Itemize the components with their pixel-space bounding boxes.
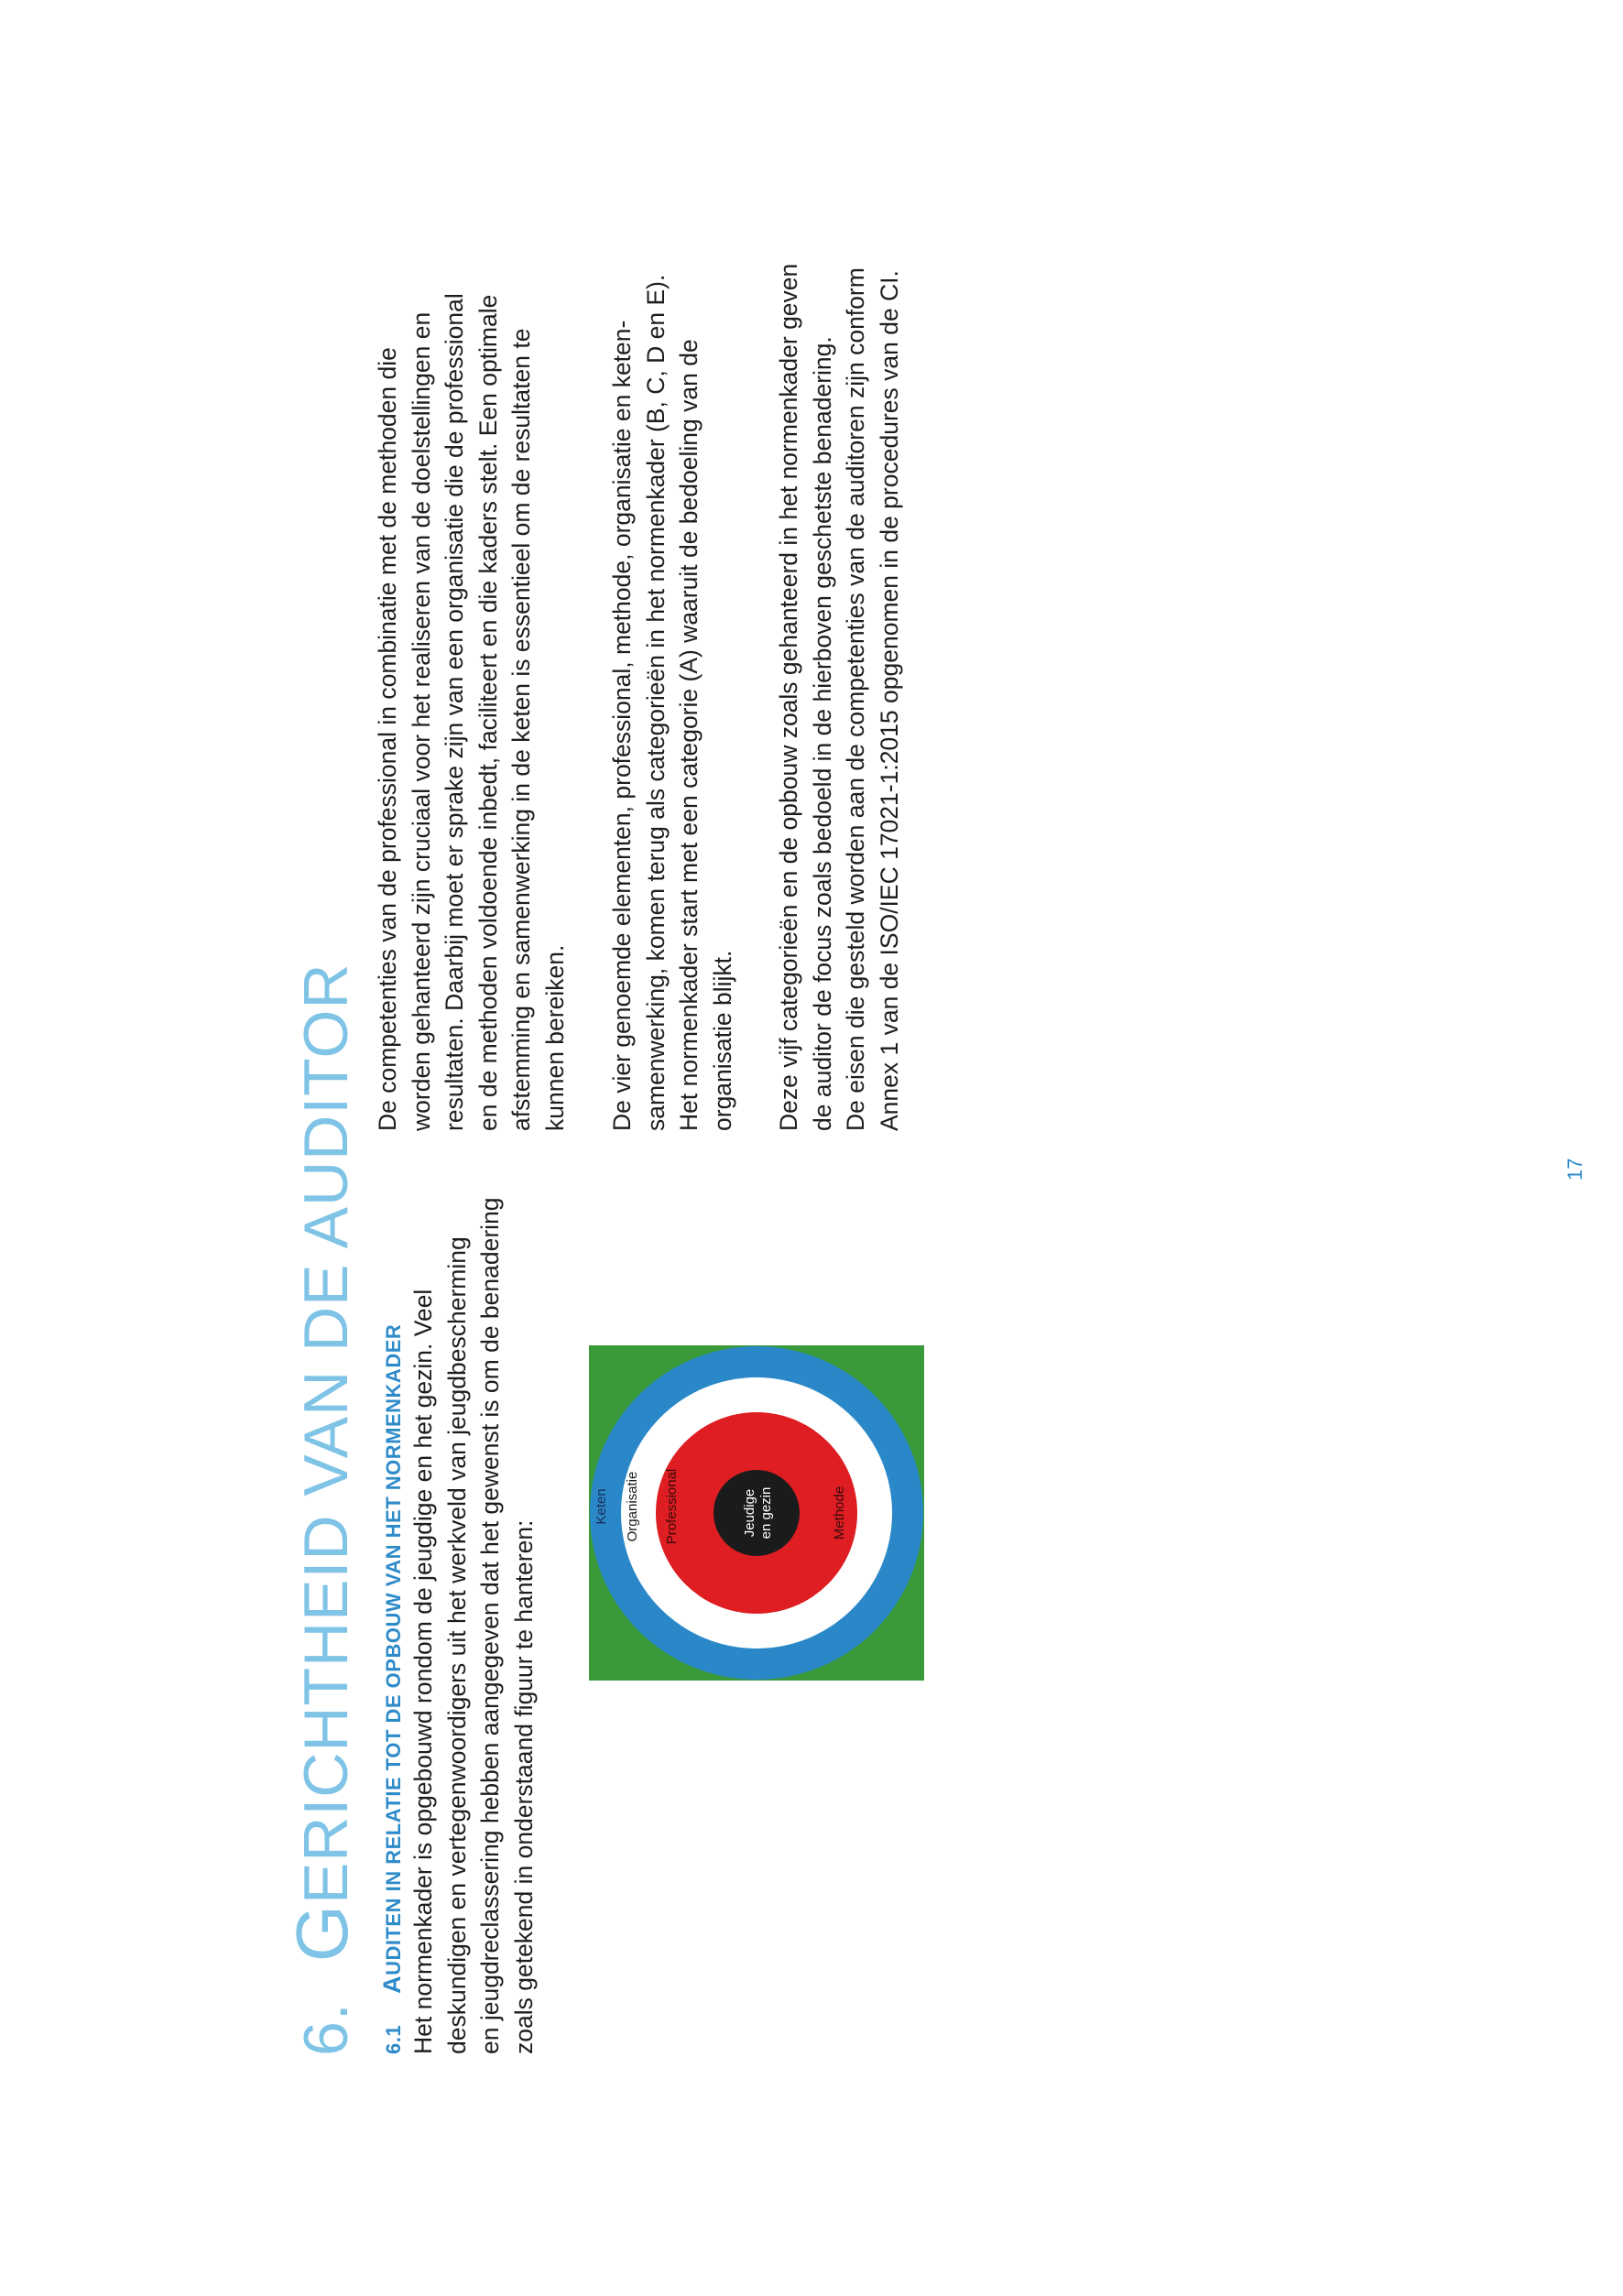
intro-paragraph [407,1197,540,2054]
right-paragraph-3 [772,264,906,1131]
text-line: De eisen die gesteld worden aan de competenties van de auditoren zijn conform [842,267,869,1131]
text-line: Deze vijf categorieën en de opbouw zoals gehanteerd in het normenkader geven [775,263,802,1131]
section-title: UDITEN IN RELATIE TOT DE OPBOUW VAN HET NORMENKADER [382,1323,405,1975]
title-initial: G [281,1904,363,1963]
text-line: en de methoden voldoende inbedt, faciliteert en die kaders stelt. Een optimale [474,294,502,1131]
section-initial: A [378,1975,406,1994]
right-paragraph-1 [371,293,572,1131]
text-line: afstemming en samenwerking in de keten is essentieel om de resultaten te [507,328,535,1131]
professional-label: Professional [664,1468,680,1545]
text-line: De vier genoemde elementen, professional, methode, organisatie en keten- [608,320,636,1131]
section-number: 6.1 [382,2024,405,2054]
text-line: resultaten. Daarbij moet er sprake zijn van een organisatie die de professional [441,293,468,1131]
page-title [281,963,363,2056]
text-line: Annex 1 van de ISO/IEC 17021-1:2015 opgenomen in de procedures van de CI. [875,270,903,1131]
keten-label: Keten [594,1488,609,1525]
title-rest: ERICHTHEID VAN DE AUDITOR [291,963,361,1905]
methode-label: Methode [832,1485,847,1540]
text-line: en jeugdreclassering hebben aangegeven dat het gewenst is om de benadering [476,1197,504,2054]
page-number: 17 [1563,1158,1586,1181]
text-line: worden gehanteerd zijn cruciaal voor het realiseren van de doelstellingen en [407,311,435,1131]
right-paragraph-2 [605,275,739,1131]
text-line: deskundigen en vertegenwoordigers uit het werkveld van jeugdbescherming [442,1236,471,2054]
organisatie-label: Organisatie [625,1471,640,1542]
text-line: samenwerking, komen terug als categorieën in het normenkader (B, C, D en E). [641,274,670,1131]
chapter-number: 6. [291,2002,361,2056]
focus-rings-figure [589,1345,924,1681]
text-line: kunnen bereiken. [540,944,569,1131]
section-heading [378,1324,407,2054]
center-label-line2: en gezin [758,1486,774,1540]
text-line: De competenties van de professional in combinatie met de methoden die [374,347,401,1131]
text-line: Het normenkader start met een categorie (A) waaruit de bedoeling van de [675,339,703,1131]
text-line: de auditor de focus zoals bedoeld in de hierboven geschetste benadering. [808,336,836,1131]
text-line: zoals getekend in onderstaand figuur te hanteren: [509,1519,538,2054]
text-line: organisatie blijkt. [708,950,736,1131]
center-label-line1: Jeudige [742,1488,757,1538]
text-line: Het normenkader is opgebouwd rondom de jeugdige en het gezin. Veel [409,1289,437,2054]
